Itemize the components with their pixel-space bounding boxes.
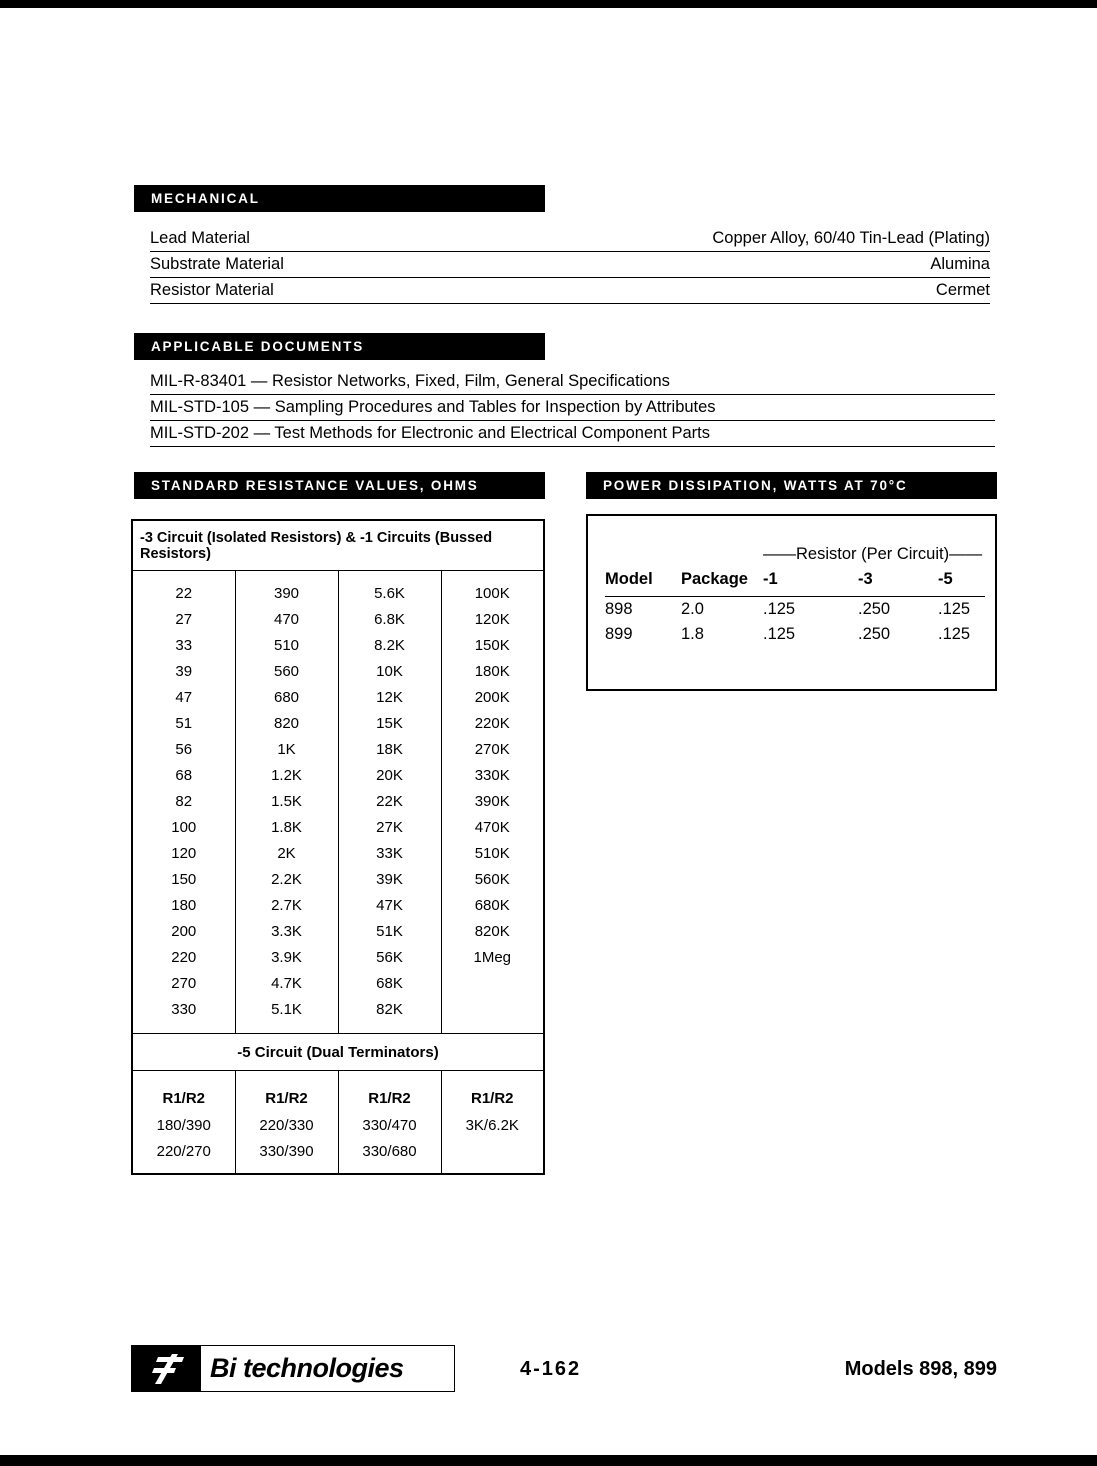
resistance-value-cell: 200 <box>171 922 197 940</box>
resistance-value-cell: 270 <box>171 974 197 992</box>
resistance-value-cell: 51 <box>175 714 193 732</box>
power-col-header: -1 <box>763 567 858 597</box>
resistance-value-cell: 4.7K <box>235 970 338 996</box>
spec-value: Alumina <box>930 255 990 273</box>
resistance-value-row <box>132 736 544 762</box>
resistance-value-cell: 82 <box>175 792 193 810</box>
resistance-value-cell: 68 <box>175 766 193 784</box>
resistance-value-cell <box>441 996 544 1034</box>
spec-value: Copper Alloy, 60/40 Tin-Lead (Plating) <box>712 229 990 247</box>
power-span-row <box>605 542 985 567</box>
dual-terminator-header: -5 Circuit (Dual Terminators) <box>132 1034 544 1071</box>
resistance-value-row <box>132 892 544 918</box>
resistance-value-cell: 120 <box>171 844 197 862</box>
resistance-value-cell: 1.2K <box>235 762 338 788</box>
resistance-value-cell: 39 <box>175 662 193 680</box>
resistance-value-cell: 470K <box>441 814 544 840</box>
resistance-value-cell: 20K <box>338 762 441 788</box>
resistance-value-cell: 39K <box>338 866 441 892</box>
resistance-value-cell: 510 <box>235 632 338 658</box>
resistance-value-cell: 560 <box>235 658 338 684</box>
resistance-value-cell: 220K <box>441 710 544 736</box>
resistance-value-cell: 330K <box>441 762 544 788</box>
applicable-documents-list <box>150 369 995 447</box>
resistance-value-cell: 22K <box>338 788 441 814</box>
dual-value-cell: 220/330 <box>235 1112 338 1138</box>
power-col-header: -3 <box>858 567 938 597</box>
power-data-cell: .250 <box>858 600 891 618</box>
power-col-header: -5 <box>938 567 985 597</box>
resistance-value-cell: 2.7K <box>235 892 338 918</box>
resistance-value-row <box>132 571 544 607</box>
r1r2-header: R1/R2 <box>338 1071 441 1113</box>
resistance-value-row <box>132 788 544 814</box>
dual-value-cell: 220/270 <box>156 1142 211 1160</box>
dual-value-row <box>132 1112 544 1138</box>
resistance-value-cell: 2K <box>235 840 338 866</box>
power-data-cell: 899 <box>605 625 633 643</box>
power-data-cell: 2.0 <box>681 600 704 618</box>
resistance-value-cell: 150 <box>171 870 197 888</box>
power-data-cell: .125 <box>938 625 971 643</box>
resistance-value-cell: 180K <box>441 658 544 684</box>
power-table-header-row <box>605 567 985 597</box>
power-data-row <box>605 622 985 647</box>
dual-value-row <box>132 1138 544 1174</box>
bottom-border-bar <box>0 1455 1097 1466</box>
resistance-value-cell: 22 <box>175 584 193 602</box>
resistance-value-cell: 5.6K <box>338 571 441 607</box>
top-border-bar <box>0 0 1097 8</box>
spec-label: Lead Material <box>150 229 250 247</box>
resistance-value-cell: 47K <box>338 892 441 918</box>
power-data-cell: 898 <box>605 600 633 618</box>
resistance-value-cell: 270K <box>441 736 544 762</box>
resistance-table-caption: -3 Circuit (Isolated Resistors) & -1 Circuits (Bussed Resistors) <box>132 520 544 571</box>
resistance-value-cell: 68K <box>338 970 441 996</box>
document-item: MIL-STD-105 — Sampling Procedures and Tables for Inspection by Attributes <box>150 395 995 421</box>
bi-logo-text: Bi technologies <box>210 1353 404 1383</box>
spec-label: Substrate Material <box>150 255 284 273</box>
resistance-value-cell: 820 <box>235 710 338 736</box>
applicable-documents-section-header: APPLICABLE DOCUMENTS <box>134 333 545 360</box>
power-dissipation-table <box>605 542 985 647</box>
r1r2-header: R1/R2 <box>441 1071 544 1113</box>
resistance-value-cell: 33K <box>338 840 441 866</box>
resistance-value-cell: 2.2K <box>235 866 338 892</box>
resistance-value-cell: 3.9K <box>235 944 338 970</box>
resistance-value-cell: 680 <box>235 684 338 710</box>
resistance-value-cell: 1Meg <box>441 944 544 970</box>
resistance-value-cell: 12K <box>338 684 441 710</box>
dual-value-cell: 180/390 <box>156 1116 211 1134</box>
resistance-value-row <box>132 762 544 788</box>
resistance-value-cell: 1K <box>235 736 338 762</box>
document-item: MIL-STD-202 — Test Methods for Electronic and Electrical Component Parts <box>150 421 995 447</box>
bi-logo-icon <box>132 1346 201 1391</box>
resistance-value-row <box>132 710 544 736</box>
resistance-value-row <box>132 814 544 840</box>
mechanical-section-header: MECHANICAL <box>134 185 545 212</box>
resistance-value-cell: 51K <box>338 918 441 944</box>
power-data-cell: 1.8 <box>681 625 704 643</box>
resistance-value-row <box>132 944 544 970</box>
dual-value-cell: 3K/6.2K <box>441 1112 544 1138</box>
r1r2-header: R1/R2 <box>235 1071 338 1113</box>
page-number: 4-162 <box>520 1358 582 1380</box>
dual-terminator-header-row <box>132 1034 544 1071</box>
resistance-value-cell: 5.1K <box>235 996 338 1034</box>
spec-row <box>150 226 990 252</box>
resistance-value-cell: 56K <box>338 944 441 970</box>
resistance-value-cell: 390K <box>441 788 544 814</box>
resistance-value-cell: 1.8K <box>235 814 338 840</box>
resistance-value-cell: 560K <box>441 866 544 892</box>
resistance-table-caption-row <box>132 520 544 571</box>
resistance-value-row <box>132 632 544 658</box>
resistance-value-row <box>132 684 544 710</box>
resistance-value-row <box>132 996 544 1034</box>
resistance-value-row <box>132 866 544 892</box>
resistance-value-cell: 510K <box>441 840 544 866</box>
spec-row <box>150 252 990 278</box>
resistance-value-cell: 82K <box>338 996 441 1034</box>
resistance-value-cell: 390 <box>235 571 338 607</box>
spec-label: Resistor Material <box>150 281 274 299</box>
resistance-value-cell: 47 <box>175 688 193 706</box>
bi-technologies-logo <box>131 1345 455 1392</box>
resistance-value-cell: 56 <box>175 740 193 758</box>
dual-value-cell <box>441 1138 544 1174</box>
power-data-cell: .250 <box>858 625 891 643</box>
resistance-values-section-header: STANDARD RESISTANCE VALUES, OHMS <box>134 472 545 499</box>
spec-row <box>150 278 990 304</box>
power-data-row <box>605 597 985 623</box>
resistance-value-cell: 100K <box>441 571 544 607</box>
document-item: MIL-R-83401 — Resistor Networks, Fixed, Film, General Specifications <box>150 369 995 395</box>
r1r2-header: R1/R2 <box>162 1089 206 1107</box>
resistance-value-cell: 6.8K <box>338 606 441 632</box>
resistance-value-row <box>132 918 544 944</box>
resistance-value-row <box>132 840 544 866</box>
resistance-value-cell: 27K <box>338 814 441 840</box>
power-col-header: Package <box>681 567 763 597</box>
resistance-value-cell: 18K <box>338 736 441 762</box>
resistance-value-cell: 680K <box>441 892 544 918</box>
resistance-value-cell: 15K <box>338 710 441 736</box>
resistance-value-cell: 120K <box>441 606 544 632</box>
r1r2-header-row <box>132 1071 544 1113</box>
resistance-value-cell: 470 <box>235 606 338 632</box>
power-dissipation-table-box <box>586 514 997 691</box>
resistance-value-cell: 330 <box>171 1000 197 1018</box>
spec-value: Cermet <box>935 281 990 299</box>
resistance-value-cell: 10K <box>338 658 441 684</box>
resistance-value-row <box>132 658 544 684</box>
resistance-value-cell: 820K <box>441 918 544 944</box>
resistor-per-circuit-label: ——Resistor (Per Circuit)—— <box>763 545 983 563</box>
resistance-value-cell: 1.5K <box>235 788 338 814</box>
resistance-value-cell: 27 <box>175 610 193 628</box>
mechanical-spec-list <box>150 226 990 304</box>
power-col-header: Model <box>605 567 681 597</box>
footer-models: Models 898, 899 <box>844 1358 997 1380</box>
power-dissipation-section-header: POWER DISSIPATION, WATTS AT 70°C <box>586 472 997 499</box>
resistance-value-cell: 200K <box>441 684 544 710</box>
resistance-value-cell: 8.2K <box>338 632 441 658</box>
resistance-value-row <box>132 970 544 996</box>
power-data-cell: .125 <box>763 600 796 618</box>
resistance-value-row <box>132 606 544 632</box>
dual-value-cell: 330/470 <box>338 1112 441 1138</box>
power-data-cell: .125 <box>938 600 971 618</box>
resistance-value-cell: 100 <box>171 818 197 836</box>
resistance-values-table <box>131 519 545 1175</box>
resistance-value-cell: 3.3K <box>235 918 338 944</box>
dual-value-cell: 330/680 <box>338 1138 441 1174</box>
resistance-value-cell: 150K <box>441 632 544 658</box>
resistance-value-cell <box>441 970 544 996</box>
dual-value-cell: 330/390 <box>235 1138 338 1174</box>
resistance-value-cell: 33 <box>175 636 193 654</box>
resistance-value-cell: 220 <box>171 948 197 966</box>
resistance-value-cell: 180 <box>171 896 197 914</box>
power-data-cell: .125 <box>763 625 796 643</box>
